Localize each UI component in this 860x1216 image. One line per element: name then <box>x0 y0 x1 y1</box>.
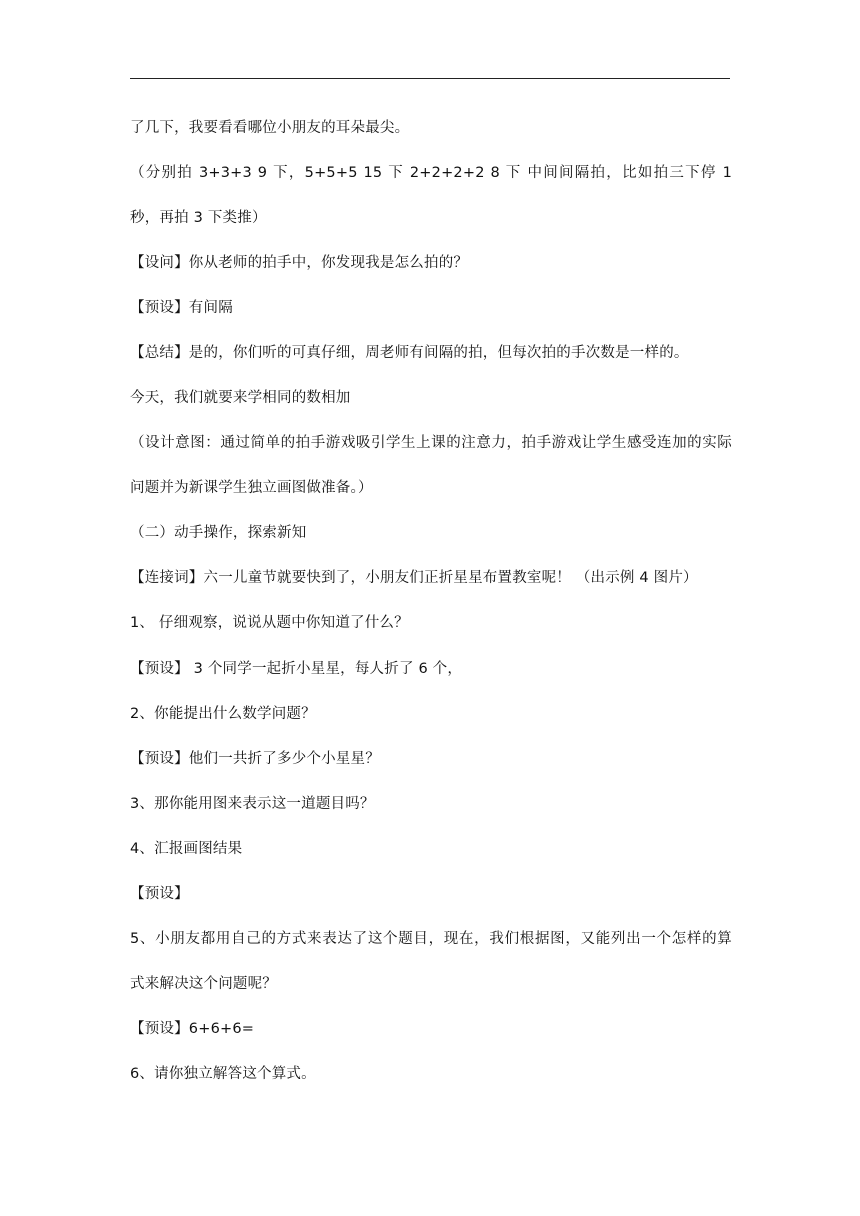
paragraph-line: （分别拍 3+3+3 9 下，5+5+5 15 下 2+2+2+2 8 下 中间间隔拍，比如拍三下停 1 <box>130 165 732 181</box>
section-heading: （二）动手操作，探索新知 <box>130 525 307 541</box>
paragraph-line: 【总结】是的，你们听的可真仔细，周老师有间隔的拍，但每次拍的手次数是一样的。 <box>130 345 689 361</box>
list-item: 1、 仔细观察，说说从题中你知道了什么？ <box>130 615 409 631</box>
paragraph-line: 【连接词】六一儿童节就要快到了，小朋友们正折星星布置教室呢！ （出示例 4 图片） <box>130 570 698 586</box>
paragraph-line: 式来解决这个问题呢？ <box>130 976 277 992</box>
paragraph-line: 问题并为新课学生独立画图做准备。） <box>130 480 373 496</box>
paragraph-line: 秒，再拍 3 下类推） <box>130 210 267 226</box>
paragraph-line: 了几下，我要看看哪位小朋友的耳朵最尖。 <box>130 120 410 136</box>
list-item: 4、汇报画图结果 <box>130 841 243 857</box>
paragraph-line: 【设问】你从老师的拍手中，你发现我是怎么拍的？ <box>130 255 469 271</box>
paragraph-line: （设计意图：通过简单的拍手游戏吸引学生上课的注意力，拍手游戏让学生感受连加的实际 <box>130 435 732 451</box>
list-item: 6、请你独立解答这个算式。 <box>130 1066 316 1082</box>
paragraph-line: 今天，我们就要来学相同的数相加 <box>130 390 351 406</box>
paragraph-line: 【预设】6+6+6= <box>130 1021 255 1037</box>
list-item: 5、小朋友都用自己的方式来表达了这个题目，现在，我们根据图，又能列出一个怎样的算 <box>130 931 732 947</box>
header-rule <box>130 78 730 79</box>
paragraph-line: 【预设】 3 个同学一起折小星星，每人折了 6 个， <box>130 661 463 677</box>
list-item: 2、你能提出什么数学问题？ <box>130 706 316 722</box>
paragraph-line: 【预设】 <box>130 886 189 902</box>
paragraph-line: 【预设】有间隔 <box>130 300 233 316</box>
list-item: 3、那你能用图来表示这一道题目吗？ <box>130 796 375 812</box>
paragraph-line: 【预设】他们一共折了多少个小星星？ <box>130 751 380 767</box>
